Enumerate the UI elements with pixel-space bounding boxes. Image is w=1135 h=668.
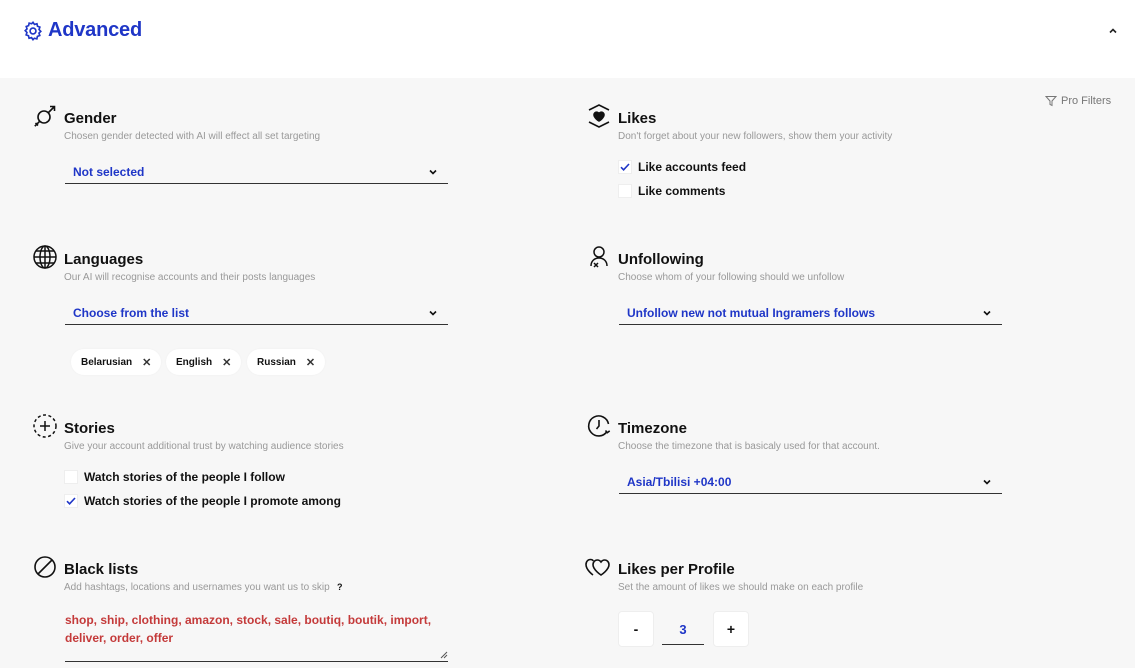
chevron-down-icon	[428, 308, 438, 318]
timezone-section	[586, 413, 1006, 473]
gender-select[interactable]	[65, 160, 448, 184]
black-lists-value: shop, ship, clothing, amazon, stock, sale, boutiq, boutik, import, deliver, order, offer	[65, 613, 432, 645]
timezone-title: Timezone	[618, 420, 687, 437]
black-lists-section	[32, 554, 452, 614]
checkmark-icon	[65, 495, 77, 507]
gear-icon	[22, 20, 44, 42]
unfollowing-select[interactable]	[619, 301, 1002, 325]
gender-title: Gender	[64, 110, 117, 127]
unfollow-user-icon	[586, 244, 612, 270]
watch-stories-follow-label: Watch stories of the people I follow	[84, 470, 285, 484]
page-title: Advanced	[48, 19, 142, 41]
unfollowing-title: Unfollowing	[618, 251, 704, 268]
unfollowing-description: Choose whom of your following should we unfollow	[618, 272, 845, 283]
pro-filters-label: Pro Filters	[1061, 95, 1112, 107]
close-icon[interactable]: ✕	[142, 356, 152, 369]
gender-select-value: Not selected	[73, 164, 145, 179]
add-story-icon	[32, 413, 58, 439]
gender-icon	[32, 103, 58, 129]
likes-per-profile-value[interactable]: 3	[662, 617, 704, 645]
languages-description: Our AI will recognise accounts and their posts languages	[64, 272, 316, 283]
likes-per-profile-title: Likes per Profile	[618, 561, 735, 578]
languages-section	[32, 244, 452, 304]
chip-label: Belarusian	[81, 356, 133, 368]
languages-select[interactable]	[65, 301, 448, 325]
chip-label: English	[176, 356, 213, 368]
chevron-up-icon[interactable]	[1106, 24, 1120, 38]
checkbox[interactable]	[64, 470, 78, 484]
close-icon[interactable]: ✕	[222, 356, 232, 369]
timezone-select-value: Asia/Tbilisi +04:00	[627, 474, 732, 489]
heart-icon	[586, 103, 612, 129]
language-chip	[71, 349, 161, 375]
resize-handle-icon[interactable]	[440, 651, 448, 659]
increment-button[interactable]: +	[713, 611, 749, 647]
stories-section	[32, 413, 452, 473]
advanced-title-wrap	[22, 19, 142, 42]
watch-stories-follow-checkbox[interactable]	[64, 470, 285, 484]
timezone-description: Choose the timezone that is basicaly used for that account.	[618, 441, 880, 452]
clock-icon	[586, 413, 612, 439]
close-icon[interactable]: ✕	[305, 356, 316, 369]
stories-title: Stories	[64, 420, 115, 437]
language-chip	[166, 349, 241, 375]
likes-per-profile-description: Set the amount of likes we should make on each profile	[618, 582, 864, 593]
languages-select-value: Choose from the list	[73, 305, 190, 320]
globe-icon	[32, 244, 58, 270]
checkbox[interactable]	[64, 494, 78, 508]
hearts-icon	[584, 554, 612, 580]
black-lists-textarea[interactable]	[65, 611, 448, 662]
chip-label: Russian	[257, 356, 296, 368]
checkbox[interactable]	[618, 184, 632, 198]
watch-stories-promote-label: Watch stories of the people I promote among	[84, 494, 341, 508]
like-comments-checkbox[interactable]	[618, 184, 725, 198]
language-chip	[247, 349, 325, 375]
likes-per-profile-section	[584, 554, 1004, 614]
unfollowing-section	[586, 244, 1006, 304]
stories-description: Give your account additional trust by watching audience stories	[64, 441, 344, 452]
checkmark-icon	[619, 161, 631, 173]
black-lists-title: Black lists	[64, 561, 139, 578]
likes-description: Don't forget about your new followers, show them your activity	[618, 131, 893, 142]
like-accounts-feed-checkbox[interactable]	[618, 160, 746, 174]
gender-description: Chosen gender detected with AI will effect all set targeting	[64, 131, 321, 142]
languages-title: Languages	[64, 251, 144, 268]
likes-title: Likes	[618, 110, 657, 127]
chevron-down-icon	[428, 167, 438, 177]
black-lists-description: Add hashtags, locations and usernames you want us to skip	[64, 582, 330, 593]
decrement-button[interactable]: -	[618, 611, 654, 647]
checkbox[interactable]	[618, 160, 632, 174]
like-accounts-feed-label: Like accounts feed	[638, 160, 747, 174]
timezone-select[interactable]	[619, 470, 1002, 494]
filter-icon	[1045, 95, 1057, 107]
chevron-down-icon	[982, 477, 992, 487]
pro-filters-button[interactable]	[1045, 95, 1111, 107]
unfollowing-select-value: Unfollow new not mutual Ingramers follows	[627, 305, 876, 320]
watch-stories-promote-checkbox[interactable]	[64, 494, 341, 508]
help-icon[interactable]: ?	[337, 582, 343, 592]
block-icon	[32, 554, 58, 580]
like-comments-label: Like comments	[638, 184, 726, 198]
advanced-header	[0, 0, 1135, 78]
chevron-down-icon	[982, 308, 992, 318]
